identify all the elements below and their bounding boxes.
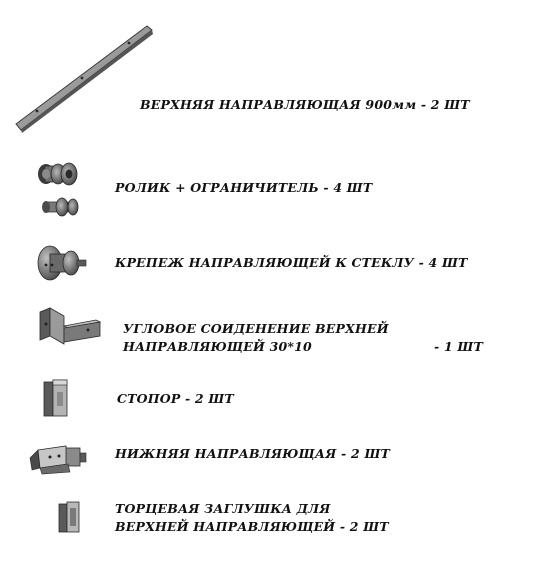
- end-cap-icon: [56, 500, 84, 534]
- part-label-corner-connector-line1: УГЛОВОЕ СОИДЕНЕНИЕ ВЕРХНЕЙ: [123, 321, 389, 336]
- roller-and-stopper-icon: [36, 158, 86, 220]
- part-label-roller-limiter: РОЛИК + ОГРАНИЧИТЕЛЬ - 4 ШТ: [115, 180, 373, 195]
- bottom-guide-icon: [26, 440, 90, 476]
- part-label-end-cap-line2: ВЕРХНЕЙ НАПРАВЛЯЮЩЕЙ - 2 ШТ: [115, 519, 389, 534]
- rail-icon: [12, 22, 157, 134]
- part-label-stopper: СТОПОР - 2 ШТ: [117, 391, 234, 406]
- part-label-corner-connector-qty: - 1 ШТ: [434, 339, 483, 354]
- part-label-bottom-guide: НИЖНЯЯ НАПРАВЛЯЮЩАЯ - 2 ШТ: [115, 446, 390, 461]
- part-label-glass-mount: КРЕПЕЖ НАПРАВЛЯЮЩЕЙ К СТЕКЛУ - 4 ШТ: [115, 255, 468, 270]
- glass-mount-icon: [35, 243, 93, 283]
- part-label-corner-connector-line2: НАПРАВЛЯЮЩЕЙ 30*10: [123, 339, 312, 354]
- part-label-upper-rail: ВЕРХНЯЯ НАПРАВЛЯЮЩАЯ 900мм - 2 ШТ: [140, 97, 470, 112]
- stopper-icon: [42, 378, 74, 420]
- part-label-end-cap-line1: ТОРЦЕВАЯ ЗАГЛУШКА ДЛЯ: [115, 501, 331, 516]
- corner-connector-icon: [38, 306, 102, 346]
